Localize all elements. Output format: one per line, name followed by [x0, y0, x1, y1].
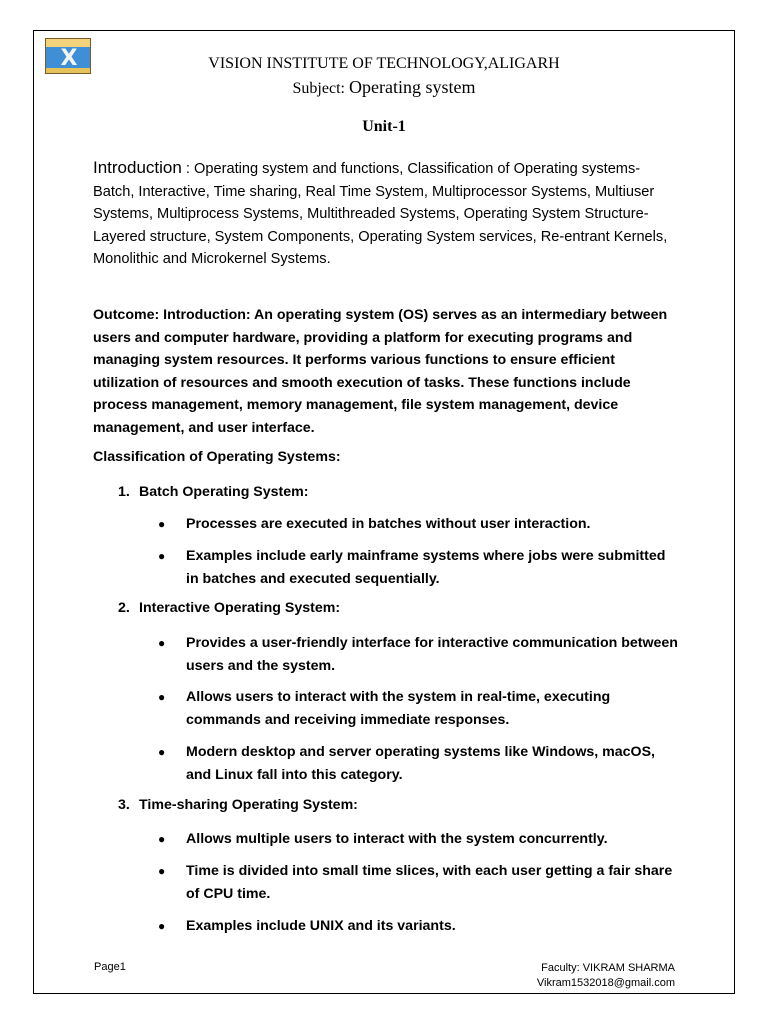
list-item-text: Processes are executed in batches without user interaction.: [186, 516, 591, 532]
introduction-text: : Operating system and functions, Classification of Operating systems- Batch, Interactive, Time sharing, Real Time System, Multiprocessor Systems, Multiuser Systems, Multiprocess Systems, Multithreaded Systems, Operating System Structure- Layered structure, System Components, Operating System services, Re-entrant Kernels, Monolithic and Microkernel Systems.: [93, 161, 668, 268]
section-title: Time-sharing Operating System:: [139, 797, 358, 813]
institute-name: VISION INSTITUTE OF TECHNOLOGY,ALIGARH: [208, 55, 560, 72]
section-title: Batch Operating System:: [139, 484, 309, 500]
list-item: [158, 632, 678, 677]
outcome-paragraph: Outcome: Introduction: An operating system (OS) serves as an intermediary between users and computer hardware, providing a platform for executing programs and managing system resources. It performs various functions to ensure efficient utilization of resources and smooth execution of tasks. These functions include process management, memory management, file system management, device management, and user interface.: [93, 307, 668, 436]
list-item-text: Provides a user-friendly interface for interactive communication between users and the system.: [186, 635, 678, 674]
list-item-text: Modern desktop and server operating systems like Windows, macOS, and Linux fall into this category.: [186, 744, 655, 783]
list-item: [158, 741, 678, 786]
list-item-text: Examples include UNIX and its variants.: [186, 918, 456, 934]
subject-label: Subject:: [292, 80, 349, 97]
list-item: [158, 545, 678, 590]
page-number: Page1: [94, 961, 126, 973]
list-item: [158, 686, 678, 731]
subject-value: Operating system: [348, 77, 476, 97]
list-item: [158, 860, 678, 905]
section-heading: [118, 484, 309, 500]
bullet-icon: ●: [158, 864, 166, 878]
section-number: 2.: [118, 600, 130, 616]
bullet-icon: ●: [158, 745, 166, 759]
bullet-icon: ●: [158, 636, 166, 650]
subject-line: [0, 77, 768, 98]
introduction-lead: Introduction: [93, 158, 182, 177]
section-heading: [118, 600, 340, 616]
bullet-icon: ●: [158, 517, 166, 531]
faculty-name: Faculty: VIKRAM SHARMA: [541, 962, 675, 974]
unit-title: Unit-1: [362, 118, 406, 135]
list-item: [158, 828, 678, 851]
section-number: 1.: [118, 484, 130, 500]
list-item-text: Allows multiple users to interact with the system concurrently.: [186, 831, 608, 847]
footer-faculty: [537, 961, 675, 991]
classification-heading: Classification of Operating Systems:: [93, 449, 341, 465]
list-item-text: Time is divided into small time slices, with each user getting a fair share of CPU time.: [186, 863, 673, 902]
list-item: [158, 915, 678, 938]
section-heading: [118, 797, 358, 813]
bullet-icon: ●: [158, 549, 166, 563]
section-title: Interactive Operating System:: [139, 600, 341, 616]
section-number: 3.: [118, 797, 130, 813]
introduction-paragraph: [93, 157, 683, 271]
list-item: [158, 513, 678, 536]
faculty-email: Vikram1532018@gmail.com: [536, 977, 675, 989]
bullet-icon: ●: [158, 690, 166, 704]
institute-logo: X: [45, 38, 91, 74]
list-item-text: Allows users to interact with the system in real-time, executing commands and receiving immediate responses.: [186, 689, 611, 728]
bullet-icon: ●: [158, 919, 166, 933]
list-item-text: Examples include early mainframe systems where jobs were submitted in batches and executed sequentially.: [186, 548, 666, 587]
bullet-icon: ●: [158, 832, 166, 846]
